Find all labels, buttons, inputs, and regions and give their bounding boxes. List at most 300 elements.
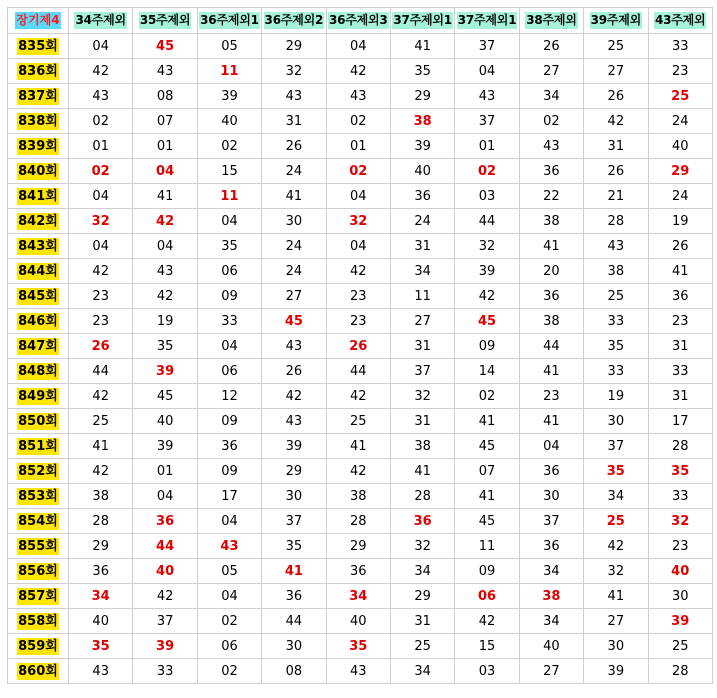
- number: 24: [671, 188, 689, 204]
- value-cell: [519, 484, 583, 509]
- value-cell: [69, 59, 133, 84]
- value-cell: [133, 634, 197, 659]
- value-cell: [197, 359, 261, 384]
- number: 42: [92, 463, 109, 479]
- highlighted-number: 39: [671, 613, 690, 629]
- highlighted-number: 40: [156, 563, 175, 579]
- number: 45: [478, 513, 496, 529]
- value-cell: [326, 509, 390, 534]
- round-cell: [8, 334, 69, 359]
- value-cell: [455, 284, 519, 309]
- value-cell: [584, 384, 648, 409]
- value-cell: [197, 534, 261, 559]
- number: 43: [156, 63, 174, 79]
- column-header-label: 37주제외1: [457, 13, 517, 27]
- table-row: [8, 59, 713, 84]
- number: 37: [478, 38, 496, 54]
- value-cell: [197, 459, 261, 484]
- round-cell: [8, 34, 69, 59]
- number: 36: [349, 563, 367, 579]
- value-cell: [69, 84, 133, 109]
- value-cell: [262, 334, 326, 359]
- number: 40: [156, 413, 174, 429]
- highlighted-number: 44: [156, 538, 175, 554]
- number: 08: [285, 663, 303, 679]
- value-cell: [133, 359, 197, 384]
- round-label: 854회: [18, 513, 58, 529]
- value-cell: [390, 659, 454, 684]
- number: 06: [221, 263, 238, 279]
- value-cell: [133, 309, 197, 334]
- value-cell: [648, 534, 712, 559]
- value-cell: [584, 84, 648, 109]
- number: 30: [607, 413, 625, 429]
- round-cell: [8, 159, 69, 184]
- number: 41: [543, 238, 560, 254]
- number: 35: [156, 338, 174, 354]
- round-label: 852회: [18, 463, 58, 479]
- number: 42: [478, 288, 496, 304]
- column-header-cell: [519, 8, 583, 34]
- highlighted-number: 35: [671, 463, 690, 479]
- value-cell: [133, 584, 197, 609]
- value-cell: [584, 184, 648, 209]
- value-cell: [262, 484, 326, 509]
- number: 25: [92, 413, 109, 429]
- value-cell: [648, 509, 712, 534]
- number: 39: [285, 438, 303, 454]
- number: 09: [221, 413, 238, 429]
- value-cell: [519, 334, 583, 359]
- number: 08: [156, 88, 174, 104]
- value-cell: [455, 209, 519, 234]
- number: 31: [671, 388, 689, 404]
- number: 37: [414, 363, 431, 379]
- number: 23: [349, 313, 367, 329]
- value-cell: [390, 384, 454, 409]
- value-cell: [390, 634, 454, 659]
- value-cell: [262, 459, 326, 484]
- corner-header-cell: [8, 8, 69, 34]
- value-cell: [519, 459, 583, 484]
- value-cell: [197, 434, 261, 459]
- highlighted-number: 26: [349, 338, 368, 354]
- round-label: 837회: [18, 88, 58, 104]
- number: 39: [156, 438, 174, 454]
- round-cell: [8, 409, 69, 434]
- value-cell: [519, 159, 583, 184]
- number: 28: [414, 488, 431, 504]
- value-cell: [69, 334, 133, 359]
- number: 42: [607, 538, 625, 554]
- value-cell: [648, 459, 712, 484]
- value-cell: [69, 309, 133, 334]
- number: 02: [221, 663, 238, 679]
- highlighted-number: 45: [477, 313, 497, 329]
- number: 25: [414, 638, 431, 654]
- number: 43: [156, 263, 174, 279]
- number: 42: [349, 388, 367, 404]
- value-cell: [326, 109, 390, 134]
- value-cell: [69, 109, 133, 134]
- number: 17: [671, 413, 689, 429]
- highlighted-number: 02: [349, 163, 368, 179]
- highlighted-number: 43: [220, 538, 239, 554]
- number: 40: [414, 163, 431, 179]
- round-cell: [8, 59, 69, 84]
- number: 29: [414, 588, 431, 604]
- round-label: 844회: [18, 263, 58, 279]
- number: 09: [221, 463, 238, 479]
- number: 32: [478, 238, 496, 254]
- number: 35: [285, 538, 303, 554]
- number: 37: [156, 613, 174, 629]
- number-grid-table: [7, 7, 713, 684]
- value-cell: [326, 34, 390, 59]
- round-label: 858회: [18, 613, 58, 629]
- number: 42: [156, 288, 174, 304]
- number: 01: [92, 138, 109, 154]
- round-cell: [8, 84, 69, 109]
- value-cell: [69, 659, 133, 684]
- column-header-cell: [69, 8, 133, 34]
- value-cell: [197, 284, 261, 309]
- number: 02: [92, 113, 109, 129]
- value-cell: [519, 434, 583, 459]
- table-row: [8, 634, 713, 659]
- number: 20: [543, 263, 560, 279]
- highlighted-number: 25: [671, 88, 690, 104]
- number: 26: [285, 138, 303, 154]
- value-cell: [390, 459, 454, 484]
- round-cell: [8, 459, 69, 484]
- number: 31: [414, 413, 431, 429]
- number: 45: [156, 388, 174, 404]
- value-cell: [455, 584, 519, 609]
- value-cell: [584, 234, 648, 259]
- value-cell: [584, 109, 648, 134]
- value-cell: [69, 484, 133, 509]
- number: 04: [349, 188, 367, 204]
- value-cell: [326, 609, 390, 634]
- value-cell: [519, 659, 583, 684]
- column-header-label: 36주제외2: [264, 13, 324, 27]
- number: 36: [543, 463, 560, 479]
- value-cell: [584, 609, 648, 634]
- number: 39: [607, 663, 625, 679]
- number: 28: [92, 513, 109, 529]
- number: 12: [221, 388, 238, 404]
- value-cell: [197, 259, 261, 284]
- number: 07: [156, 113, 174, 129]
- highlighted-number: 38: [542, 588, 561, 604]
- highlighted-number: 06: [477, 588, 497, 604]
- value-cell: [390, 334, 454, 359]
- table-row: [8, 459, 713, 484]
- value-cell: [584, 59, 648, 84]
- number: 24: [285, 238, 303, 254]
- value-cell: [326, 184, 390, 209]
- number: 33: [671, 38, 689, 54]
- value-cell: [519, 309, 583, 334]
- highlighted-number: 32: [91, 213, 110, 229]
- number: 23: [671, 313, 689, 329]
- value-cell: [326, 484, 390, 509]
- number: 04: [92, 238, 109, 254]
- value-cell: [69, 509, 133, 534]
- highlighted-number: 45: [284, 313, 303, 329]
- round-label: 845회: [18, 288, 58, 304]
- round-cell: [8, 109, 69, 134]
- value-cell: [326, 359, 390, 384]
- number: 15: [478, 638, 496, 654]
- number: 43: [285, 413, 303, 429]
- value-cell: [133, 609, 197, 634]
- value-cell: [519, 359, 583, 384]
- value-cell: [390, 584, 454, 609]
- value-cell: [584, 459, 648, 484]
- number: 24: [285, 163, 303, 179]
- value-cell: [197, 209, 261, 234]
- number: 43: [349, 663, 367, 679]
- number: 01: [349, 138, 367, 154]
- table-row: [8, 34, 713, 59]
- number: 04: [221, 213, 238, 229]
- number: 41: [156, 188, 174, 204]
- number: 36: [671, 288, 689, 304]
- round-label: 841회: [18, 188, 58, 204]
- table-row: [8, 84, 713, 109]
- value-cell: [197, 84, 261, 109]
- value-cell: [390, 309, 454, 334]
- value-cell: [133, 109, 197, 134]
- number: 43: [543, 138, 560, 154]
- number: 11: [414, 288, 431, 304]
- number: 42: [285, 388, 303, 404]
- value-cell: [262, 309, 326, 334]
- round-label: 851회: [18, 438, 58, 454]
- number: 37: [543, 513, 560, 529]
- value-cell: [519, 609, 583, 634]
- number: 29: [285, 463, 303, 479]
- number: 41: [543, 413, 560, 429]
- table-row: [8, 659, 713, 684]
- number: 02: [543, 113, 560, 129]
- value-cell: [519, 259, 583, 284]
- value-cell: [584, 634, 648, 659]
- number: 34: [543, 613, 560, 629]
- value-cell: [455, 634, 519, 659]
- corner-header-label: 장기제4: [16, 13, 60, 27]
- value-cell: [455, 259, 519, 284]
- number: 36: [221, 438, 238, 454]
- round-label: 842회: [18, 213, 58, 229]
- number: 41: [349, 438, 367, 454]
- value-cell: [648, 434, 712, 459]
- column-header-label: 39주제외: [590, 13, 642, 27]
- round-label: 835회: [18, 38, 58, 54]
- column-header-cell: [133, 8, 197, 34]
- value-cell: [584, 34, 648, 59]
- number: 28: [671, 438, 689, 454]
- round-label: 846회: [18, 313, 58, 329]
- value-cell: [262, 234, 326, 259]
- round-cell: [8, 434, 69, 459]
- value-cell: [69, 634, 133, 659]
- value-cell: [648, 234, 712, 259]
- highlighted-number: 04: [156, 163, 175, 179]
- number: 04: [92, 38, 109, 54]
- value-cell: [648, 309, 712, 334]
- highlighted-number: 32: [349, 213, 368, 229]
- round-label: 850회: [18, 413, 58, 429]
- highlighted-number: 36: [156, 513, 175, 529]
- table-row: [8, 434, 713, 459]
- table-row: [8, 409, 713, 434]
- number: 04: [156, 238, 174, 254]
- value-cell: [262, 634, 326, 659]
- table-row: [8, 534, 713, 559]
- value-cell: [262, 509, 326, 534]
- highlighted-number: 35: [349, 638, 368, 654]
- number: 24: [285, 263, 303, 279]
- number: 26: [543, 38, 560, 54]
- value-cell: [455, 34, 519, 59]
- value-cell: [197, 134, 261, 159]
- value-cell: [648, 209, 712, 234]
- number: 28: [607, 213, 625, 229]
- value-cell: [326, 584, 390, 609]
- number: 26: [671, 238, 689, 254]
- number: 03: [478, 188, 496, 204]
- value-cell: [455, 359, 519, 384]
- number: 01: [156, 138, 174, 154]
- value-cell: [197, 109, 261, 134]
- value-cell: [519, 109, 583, 134]
- value-cell: [648, 359, 712, 384]
- number: 35: [414, 63, 431, 79]
- value-cell: [262, 384, 326, 409]
- value-cell: [455, 659, 519, 684]
- round-cell: [8, 209, 69, 234]
- round-cell: [8, 484, 69, 509]
- value-cell: [326, 209, 390, 234]
- value-cell: [455, 609, 519, 634]
- value-cell: [197, 409, 261, 434]
- round-cell: [8, 609, 69, 634]
- number: 02: [349, 113, 367, 129]
- number: 01: [478, 138, 496, 154]
- number: 40: [543, 638, 560, 654]
- number: 40: [221, 113, 238, 129]
- highlighted-number: 35: [606, 463, 625, 479]
- table-row: [8, 334, 713, 359]
- number: 30: [285, 488, 303, 504]
- number: 06: [221, 363, 238, 379]
- value-cell: [69, 409, 133, 434]
- value-cell: [197, 509, 261, 534]
- number: 44: [543, 338, 560, 354]
- value-cell: [326, 334, 390, 359]
- value-cell: [519, 184, 583, 209]
- value-cell: [133, 259, 197, 284]
- value-cell: [455, 84, 519, 109]
- number: 09: [478, 338, 496, 354]
- highlighted-number: 39: [156, 638, 175, 654]
- round-cell: [8, 134, 69, 159]
- value-cell: [326, 659, 390, 684]
- number: 32: [414, 538, 431, 554]
- column-header-cell: [455, 8, 519, 34]
- round-cell: [8, 659, 69, 684]
- number: 42: [349, 463, 367, 479]
- value-cell: [584, 509, 648, 534]
- number: 27: [414, 313, 431, 329]
- round-cell: [8, 284, 69, 309]
- number: 33: [671, 363, 689, 379]
- number: 26: [285, 363, 303, 379]
- number: 32: [285, 63, 303, 79]
- value-cell: [133, 459, 197, 484]
- value-cell: [519, 284, 583, 309]
- number: 42: [607, 113, 625, 129]
- value-cell: [133, 134, 197, 159]
- column-header-label: 34주제외: [75, 13, 126, 27]
- number: 19: [607, 388, 625, 404]
- column-header-cell: [197, 8, 261, 34]
- number: 01: [156, 463, 174, 479]
- value-cell: [197, 334, 261, 359]
- column-header-cell: [390, 8, 454, 34]
- number: 38: [349, 488, 367, 504]
- number: 04: [92, 188, 109, 204]
- highlighted-number: 39: [156, 363, 175, 379]
- number: 33: [607, 363, 625, 379]
- value-cell: [390, 409, 454, 434]
- number: 33: [671, 488, 689, 504]
- number: 40: [671, 138, 689, 154]
- number: 24: [671, 113, 689, 129]
- number: 42: [349, 263, 367, 279]
- number: 02: [221, 613, 238, 629]
- number: 36: [543, 163, 560, 179]
- value-cell: [133, 159, 197, 184]
- number: 43: [92, 663, 109, 679]
- number: 43: [285, 88, 303, 104]
- highlighted-number: 40: [671, 563, 690, 579]
- number: 43: [478, 88, 496, 104]
- value-cell: [197, 234, 261, 259]
- number: 43: [607, 238, 625, 254]
- table-row: [8, 609, 713, 634]
- round-label: 848회: [18, 363, 58, 379]
- number: 07: [478, 463, 496, 479]
- value-cell: [584, 159, 648, 184]
- value-cell: [133, 184, 197, 209]
- value-cell: [519, 84, 583, 109]
- number: 35: [607, 338, 625, 354]
- value-cell: [390, 609, 454, 634]
- number: 28: [349, 513, 367, 529]
- value-cell: [262, 159, 326, 184]
- number: 36: [414, 188, 431, 204]
- number: 40: [349, 613, 367, 629]
- value-cell: [197, 659, 261, 684]
- number: 36: [285, 588, 303, 604]
- value-cell: [390, 59, 454, 84]
- value-cell: [648, 484, 712, 509]
- value-cell: [519, 209, 583, 234]
